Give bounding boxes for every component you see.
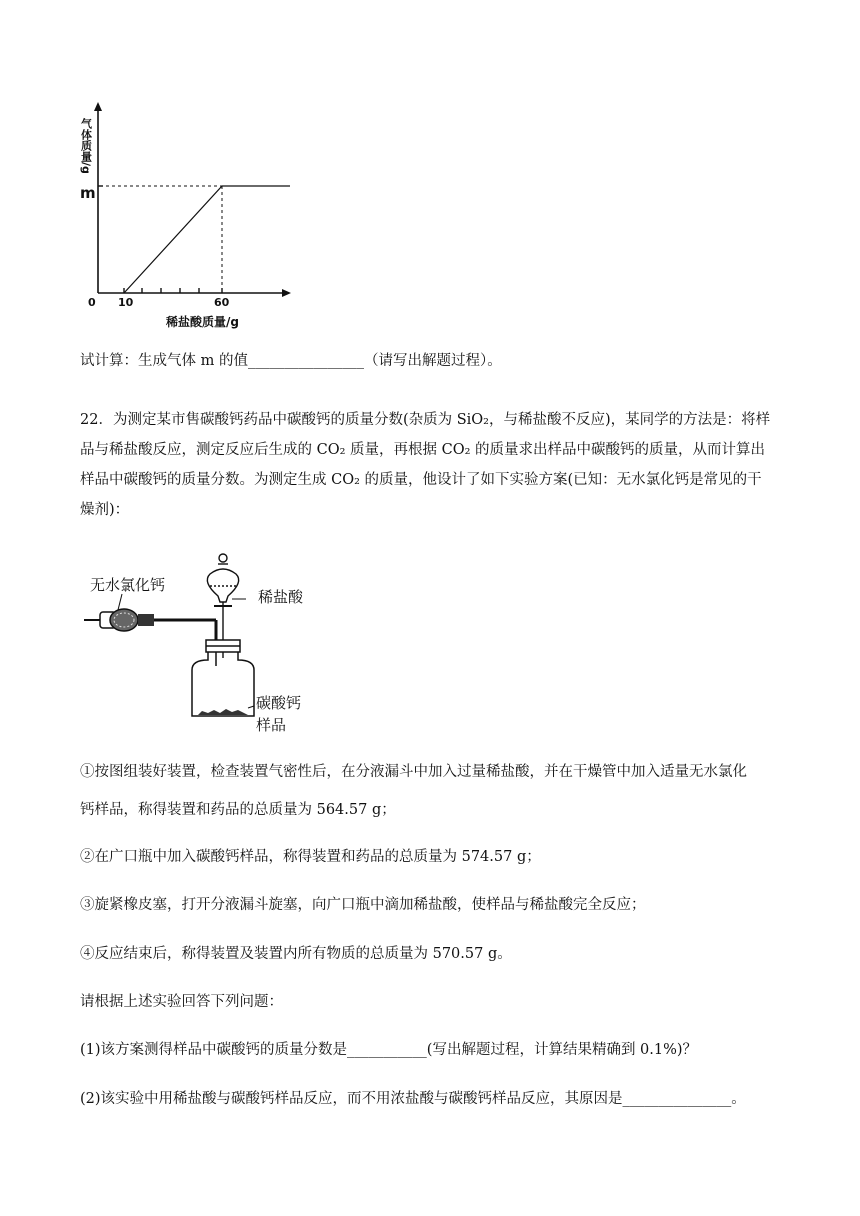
sample-solid	[198, 709, 248, 715]
graph-origin: 0	[88, 296, 96, 309]
graph-x-arrow	[282, 289, 291, 297]
q22-step3: ③旋紧橡皮塞，打开分液漏斗旋塞，向广口瓶中滴加稀盐酸，使样品与稀盐酸完全反应；	[80, 897, 646, 913]
q22-step2: ②在广口瓶中加入碳酸钙样品，称得装置和药品的总质量为 574.57 g；	[80, 849, 541, 865]
graph-x-tick-10: 10	[118, 296, 134, 309]
mass-graph	[78, 98, 298, 333]
q22-intro-line1: 22．为测定某市售碳酸钙药品中碳酸钙的质量分数(杂质为 SiO₂，与稀盐酸不反应)，某同学的方法是：将样	[80, 412, 771, 428]
graph-y-label: 气体质量/g	[79, 118, 93, 174]
wide-mouth-bottle	[192, 640, 254, 716]
q22-intro-line2: 品与稀盐酸反应，测定反应后生成的 CO₂ 质量，再根据 CO₂ 的质量求出样品中碳酸钙的质量，从而计算出	[80, 442, 766, 458]
graph-x-label: 稀盐酸质量/g	[166, 315, 239, 329]
q22-sub2: (2)该实验中用稀盐酸与碳酸钙样品反应，而不用浓盐酸与碳酸钙样品反应，其原因是_______________。	[80, 1091, 746, 1107]
q22-prompt: 请根据上述实验回答下列问题：	[80, 994, 283, 1010]
label-sample-2: 样品	[256, 716, 287, 734]
graph-gas-line	[124, 186, 290, 293]
q22-step4: ④反应结束后，称得装置及装置内所有物质的总质量为 570.57 g。	[80, 946, 512, 962]
q22-step1-line2: 钙样品，称得装置和药品的总质量为 564.57 g；	[80, 802, 396, 818]
graph-y-mark: m	[80, 184, 96, 202]
label-drier: 无水氯化钙	[90, 576, 166, 594]
label-sample-1: 碳酸钙	[256, 694, 302, 712]
graph-x-tick-60: 60	[214, 296, 230, 309]
graph-y-arrow	[94, 102, 102, 111]
label-acid: 稀盐酸	[258, 588, 304, 606]
apparatus-diagram	[78, 548, 338, 738]
q21-calc-line: 试计算：生成气体 m 的值________________（请写出解题过程）。	[80, 353, 502, 369]
q22-sub1: (1)该方案测得样品中碳酸钙的质量分数是___________(写出解题过程，计算结果精确到 0.1%)？	[80, 1042, 698, 1058]
q22-intro-line4: 燥剂)：	[80, 502, 130, 518]
drying-tube	[84, 609, 216, 643]
q22-intro-line3: 样品中碳酸钙的质量分数。为测定生成 CO₂ 的质量，他设计了如下实验方案(已知：无水氯化钙是常见的干	[80, 472, 762, 488]
q22-step1-line1: ①按图组装好装置，检查装置气密性后，在分液漏斗中加入过量稀盐酸，并在干燥管中加入适量无水氯化	[80, 764, 747, 780]
